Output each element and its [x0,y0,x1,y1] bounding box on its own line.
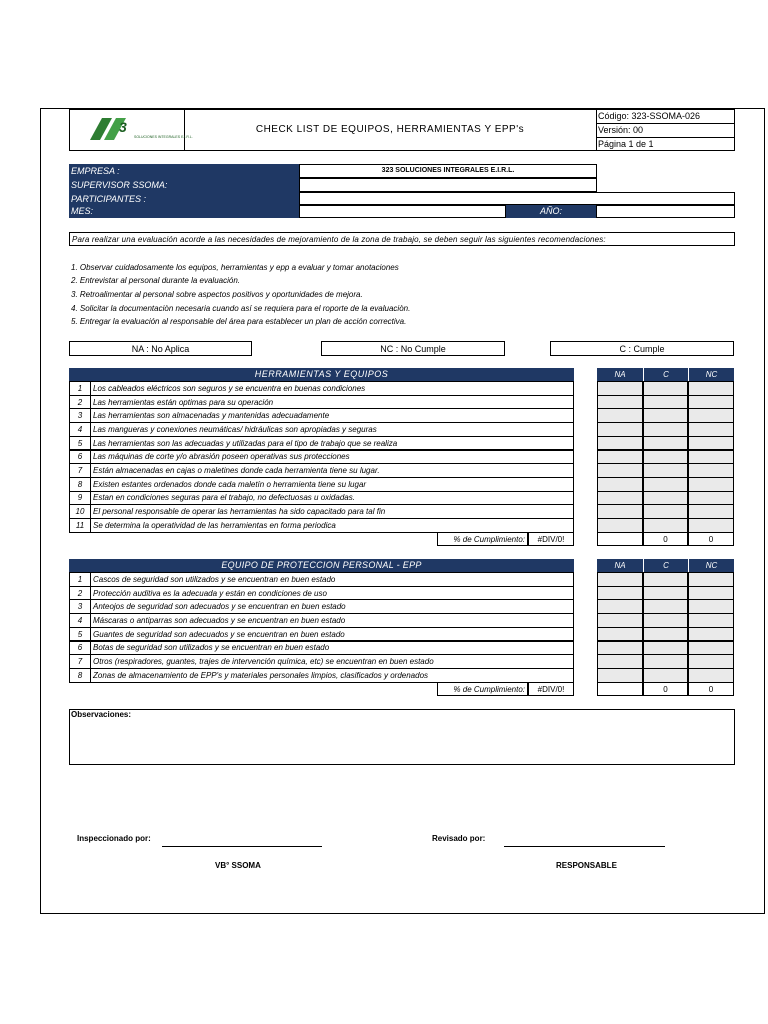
epp-check-c[interactable] [643,654,688,669]
recommendation-4: 4. Solicitar la documentaciòn necesaria cuando así se requiera para el roporte de la evaluaciòn. [71,304,411,313]
tools-check-nc[interactable] [688,463,734,478]
epp-check-na[interactable] [597,654,643,669]
reviewed-label: Revisado por: [432,834,486,843]
epp-row-number: 4 [69,613,91,628]
mes-field[interactable] [299,205,506,218]
tools-row-number: 1 [69,381,91,396]
epp-row-text: Cascos de seguridad son utilizados y se encuentran en buen estado [90,572,574,587]
tools-compliance-value: #DIV/0! [528,532,574,546]
participantes-field[interactable] [299,192,735,205]
tools-check-c[interactable] [643,381,688,396]
form-version: Versión: 00 [598,125,644,135]
epp-col-c: C [643,559,688,572]
tools-check-c[interactable] [643,436,688,451]
epp-check-c[interactable] [643,599,688,614]
empresa-label: EMPRESA : [69,164,300,178]
epp-total-na [597,682,643,696]
epp-total-nc: 0 [688,682,734,696]
logo-subtitle: SOLUCIONES INTEGRALES E.I.R.L. [134,135,193,139]
tools-row-text: Los cableados eléctricos son seguros y se encuentra en buenas condiciones [90,381,574,396]
tools-total-nc: 0 [688,532,734,546]
tools-check-c[interactable] [643,504,688,519]
tools-check-na[interactable] [597,408,643,423]
form-title: CHECK LIST DE EQUIPOS, HERRAMIENTAS Y EPP's [255,124,525,135]
tools-col-na: NA [597,368,643,381]
tools-row-text: Las máquinas de corte y/o abrasión poseen operativas sus protecciones [90,450,574,465]
epp-check-nc[interactable] [688,572,734,587]
tools-check-na[interactable] [597,463,643,478]
epp-check-c[interactable] [643,668,688,683]
epp-col-nc: NC [688,559,734,572]
tools-check-nc[interactable] [688,408,734,423]
epp-check-nc[interactable] [688,627,734,642]
tools-check-na[interactable] [597,395,643,410]
tools-check-nc[interactable] [688,477,734,492]
tools-compliance-label: % de Cumplimiento: [437,532,528,546]
tools-row-number: 6 [69,450,91,465]
tools-row-number: 7 [69,463,91,478]
tools-check-na[interactable] [597,422,643,437]
participantes-label: PARTICIPANTES : [69,192,300,205]
tools-check-nc[interactable] [688,450,734,465]
epp-check-na[interactable] [597,613,643,628]
recommendation-3: 3. Retroalimentar al personal sobre aspectos positivos y oportunidades de mejora. [71,290,363,299]
tools-row-text: Las herramientas son almacenadas y mantenidas adecuadamente [90,408,574,423]
epp-row-text: Guantes de seguridad son adecuados y se encuentran en buen estado [90,627,574,642]
supervisor-label: SUPERVISOR SSOMA: [69,178,300,192]
tools-row-text: Existen estantes ordenados donde cada maletín o herramienta tiene su lugar [90,477,574,492]
epp-check-nc[interactable] [688,586,734,601]
tools-row-number: 11 [69,518,91,533]
observations-box[interactable] [69,709,735,765]
tools-row-text: Las herramientas están optimas para su operación [90,395,574,410]
epp-check-c[interactable] [643,572,688,587]
tools-check-c[interactable] [643,450,688,465]
tools-row-text: Se determina la operatividad de las herramientas en forma periodica [90,518,574,533]
epp-row-number: 7 [69,654,91,669]
epp-compliance-value: #DIV/0! [528,682,574,696]
tools-total-na [597,532,643,546]
tools-check-na[interactable] [597,381,643,396]
epp-check-na[interactable] [597,572,643,587]
epp-check-c[interactable] [643,586,688,601]
tools-row-number: 10 [69,504,91,519]
tools-check-c[interactable] [643,395,688,410]
recommendation-5: 5. Entregar la evaluación al responsable del área para establecer un plan de acción correctiva. [71,317,407,326]
epp-check-na[interactable] [597,599,643,614]
tools-check-c[interactable] [643,422,688,437]
tools-row-text: Estan en condiciones seguras para el trabajo, no defectuosas u oxidadas. [90,491,574,506]
empresa-value[interactable]: 323 SOLUCIONES INTEGRALES E.I.R.L. [299,164,597,178]
tools-check-nc[interactable] [688,518,734,533]
epp-row-text: Máscaras o antiparras son adecuados y se encuentran en buen estado [90,613,574,628]
tools-check-c[interactable] [643,477,688,492]
form-code: Código: 323-SSOMA-026 [598,111,701,121]
epp-check-na[interactable] [597,627,643,642]
vb-ssoma-label: VB° SSOMA [215,861,261,870]
inspected-signature-line[interactable] [162,846,322,847]
epp-check-nc[interactable] [688,599,734,614]
epp-check-nc[interactable] [688,613,734,628]
tools-col-nc: NC [688,368,734,381]
tools-check-nc[interactable] [688,422,734,437]
epp-check-na[interactable] [597,641,643,656]
tools-check-nc[interactable] [688,381,734,396]
tools-check-na[interactable] [597,504,643,519]
legend-c: C : Cumple [550,341,734,356]
tools-row-number: 8 [69,477,91,492]
epp-col-na: NA [597,559,643,572]
tools-row-number: 4 [69,422,91,437]
legend-nc: NC : No Cumple [321,341,505,356]
epp-row-number: 6 [69,641,91,656]
tools-check-c[interactable] [643,463,688,478]
tools-check-na[interactable] [597,477,643,492]
epp-row-number: 2 [69,586,91,601]
reviewed-signature-line[interactable] [504,846,665,847]
epp-row-text: Protección auditiva es la adecuada y están en condiciones de uso [90,586,574,601]
tools-row-number: 2 [69,395,91,410]
epp-row-number: 8 [69,668,91,683]
anio-field[interactable] [596,205,735,218]
recommendation-2: 2. Entrevistar al personal durante la evaluación. [71,276,240,285]
epp-check-c[interactable] [643,613,688,628]
tools-check-nc[interactable] [688,491,734,506]
tools-check-nc[interactable] [688,395,734,410]
epp-row-text: Zonas de almacenamiento de EPP's y materiales personales limpios, clasificados y ordenados [90,668,574,683]
epp-check-nc[interactable] [688,654,734,669]
epp-check-na[interactable] [597,586,643,601]
epp-check-c[interactable] [643,641,688,656]
logo-number: 3 [119,119,127,135]
epp-row-text: Anteojos de seguridad son adecuados y se encuentran en buen estado [90,599,574,614]
supervisor-field[interactable] [299,178,597,192]
tools-row-number: 5 [69,436,91,451]
tools-row-text: Están almacenadas en cajas o maletines donde cada herramienta tiene su lugar. [90,463,574,478]
epp-row-text: Botas de seguridad son utilizados y se encuentran en buen estado [90,641,574,656]
tools-check-c[interactable] [643,408,688,423]
epp-compliance-label: % de Cumplimiento: [437,682,528,696]
form-page-number: Página 1 de 1 [598,139,654,149]
epp-check-c[interactable] [643,627,688,642]
tools-check-na[interactable] [597,518,643,533]
tools-row-text: Las herramientas son las adecuadas y utilizadas para el tipo de trabajo que se realiza [90,436,574,451]
inspected-label: Inspeccionado por: [77,834,151,843]
instructions-box: Para realizar una evaluación acorde a las necesidades de mejoramiento de la zona de trabajo, se deben seguir las siguientes recomendaciones: [69,232,735,246]
responsible-label: RESPONSABLE [556,861,617,870]
anio-label: AÑO: [506,205,596,218]
tools-check-na[interactable] [597,491,643,506]
epp-total-c: 0 [643,682,688,696]
epp-section-title: EQUIPO DE PROTECCION PERSONAL - EPP [69,559,574,572]
tools-check-na[interactable] [597,450,643,465]
observations-label: Observaciones: [71,710,132,719]
tools-check-c[interactable] [643,491,688,506]
tools-row-number: 3 [69,408,91,423]
tools-check-nc[interactable] [688,436,734,451]
tools-total-c: 0 [643,532,688,546]
tools-check-na[interactable] [597,436,643,451]
epp-check-nc[interactable] [688,668,734,683]
tools-row-text: Las mangueras y conexiones neumáticas/ hidráulicas son apropiadas y seguras [90,422,574,437]
epp-row-number: 1 [69,572,91,587]
epp-check-nc[interactable] [688,641,734,656]
recommendation-1: 1. Observar cuidadosamente los equipos, herramientas y epp a evaluar y tomar anotaciones [71,263,399,272]
legend-na: NA : No Aplica [69,341,252,356]
tools-row-text: El personal responsable de operar las herramientas ha sido capacitado para tal fin [90,504,574,519]
mes-label: MES: [69,205,300,218]
epp-row-number: 3 [69,599,91,614]
tools-col-c: C [643,368,688,381]
epp-check-na[interactable] [597,668,643,683]
tools-row-number: 9 [69,491,91,506]
tools-check-c[interactable] [643,518,688,533]
company-logo [86,114,193,146]
epp-row-text: Otros (respiradores, guantes, trajes de intervención química, etc) se encuentran en buen estado [90,654,574,669]
tools-section-title: HERRAMIENTAS Y EQUIPOS [69,368,574,381]
epp-row-number: 5 [69,627,91,642]
tools-check-nc[interactable] [688,504,734,519]
